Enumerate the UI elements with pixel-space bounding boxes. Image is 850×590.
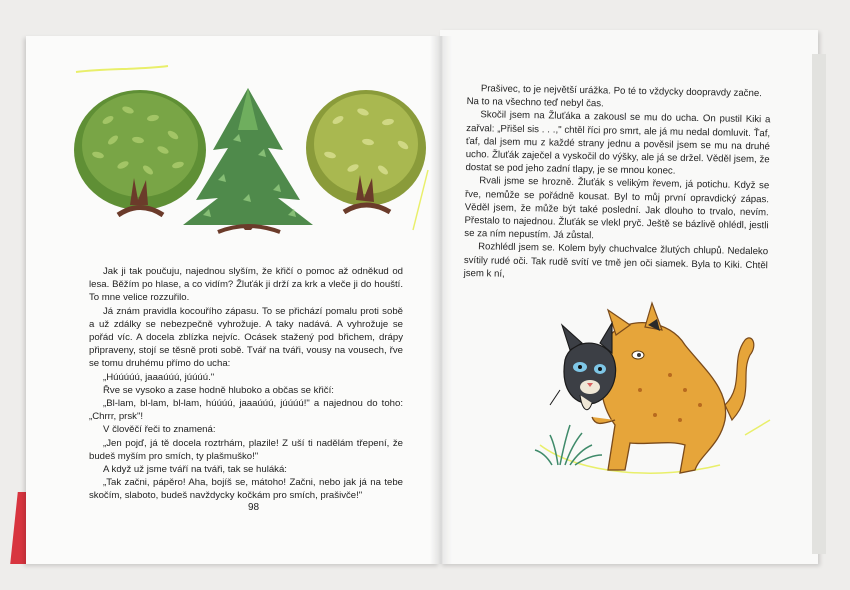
fighting-cats-illustration [520,295,780,495]
paragraph: „Húúúúú, jaaaúúú, júúúú." [103,371,215,383]
page-number: 98 [248,502,260,513]
right-page-body [464,82,771,285]
paragraph: Rvali jsme se hrozně. Žluťák s velikým řevem, já potichu. Když se řve, nemůže se pořádně kousat. Byl to můj první opravdický zápas. Věděl jsem, že může být také poslední. Jak dlouho to trvalo, nevím. Přestalo to najednou. Žluťák se vlekl pryč. Ještě se bázlivě ohlédl, jestli se za ním nepustím. Já zůstal. [464,175,770,242]
paragraph: „Tak začni, pápěro! Aha, bojíš se, mátoho! Začni, nebo jak já na tebe skočím, slaboto, budeš navždycky kočkám pro smích, prašivče!" [89,477,403,502]
paragraph: „Jen pojď, já tě docela roztrhám, plazile! Z uší ti nadělám třepení, že budeš myším pro smích, ty plašmuško!" [89,437,403,462]
paragraph: Na to na všechno teď nebyl čas. [466,96,604,110]
paragraph: V člověčí řeči to znamená: [103,424,216,436]
paragraph: A když už jsme tváří na tváři, tak se huláká: [103,464,287,476]
deciduous-tree-left-icon [74,90,206,215]
left-page-body [89,265,403,503]
paragraph: Řve se vysoko a zase hodně hluboko a občas se křičí: [103,384,334,396]
orange-cat-tail [725,338,754,420]
paragraph: Já znám pravidla kocouřího zápasu. To se přichází pomalu proti sobě a už zdálky se nebezpečně vyhrožuje. A taky nadává. A vyhrožuje se pořád víc. A docela zblízka nejvíc. Ocásek stažený pod břichem, drápy připraveny, stojí se těsně proti sobě. Tvář na tváři, vousy na vousech, řve se tomu druhému přímo do ucha: [89,305,403,370]
paragraph: Rozhlédl jsem se. Kolem byly chuchvalce žlutých chlupů. Nedaleko svítily rudé oči. Tak rudě svítí ve tmě jen oči siamek. Byla to Kiki. Chtěl jsem k ní, [463,241,769,280]
dark-cat-icon [550,323,616,410]
paragraph: Prašivec, to je největší urážka. Po té to vždycky doopravdy začne. [480,83,762,100]
paragraph: Skočil jsem na Žluťáka a zakousl se mu do ucha. On pustil Kiki a zařval: „Přišel sis . . .," chtěl říci pro smrt, ale já mu nedal domluvit. Ťaf, ťaf, dal jsem mu z každé strany jednu a pověsil jsem se mu na druhé ucho. Žluťák zaječel a vyskočil do výšky, ale já se držel. Věděl jsem, že dostat se pod jeho zadní tlapy, je se mnou konec. [465,109,771,177]
deciduous-tree-right-icon [306,90,426,212]
paragraph: Jak ji tak poučuju, najednou slyším, že křičí o pomoc až odněkud od lesa. Běžím po hlase, a co vidím? Žluťák ji drží za krk a vleče ji do houští. To mne velice rozzuřilo. [89,266,403,304]
grass-icon [535,425,602,465]
three-trees-illustration [68,60,438,240]
paragraph: „Bl-lam, bl-lam, bl-lam, húúúú, jaaaúúú, júúúú!" a najednou do toho: „Chrrr, prsk"! [89,398,403,423]
page-stack-edge [812,54,826,554]
